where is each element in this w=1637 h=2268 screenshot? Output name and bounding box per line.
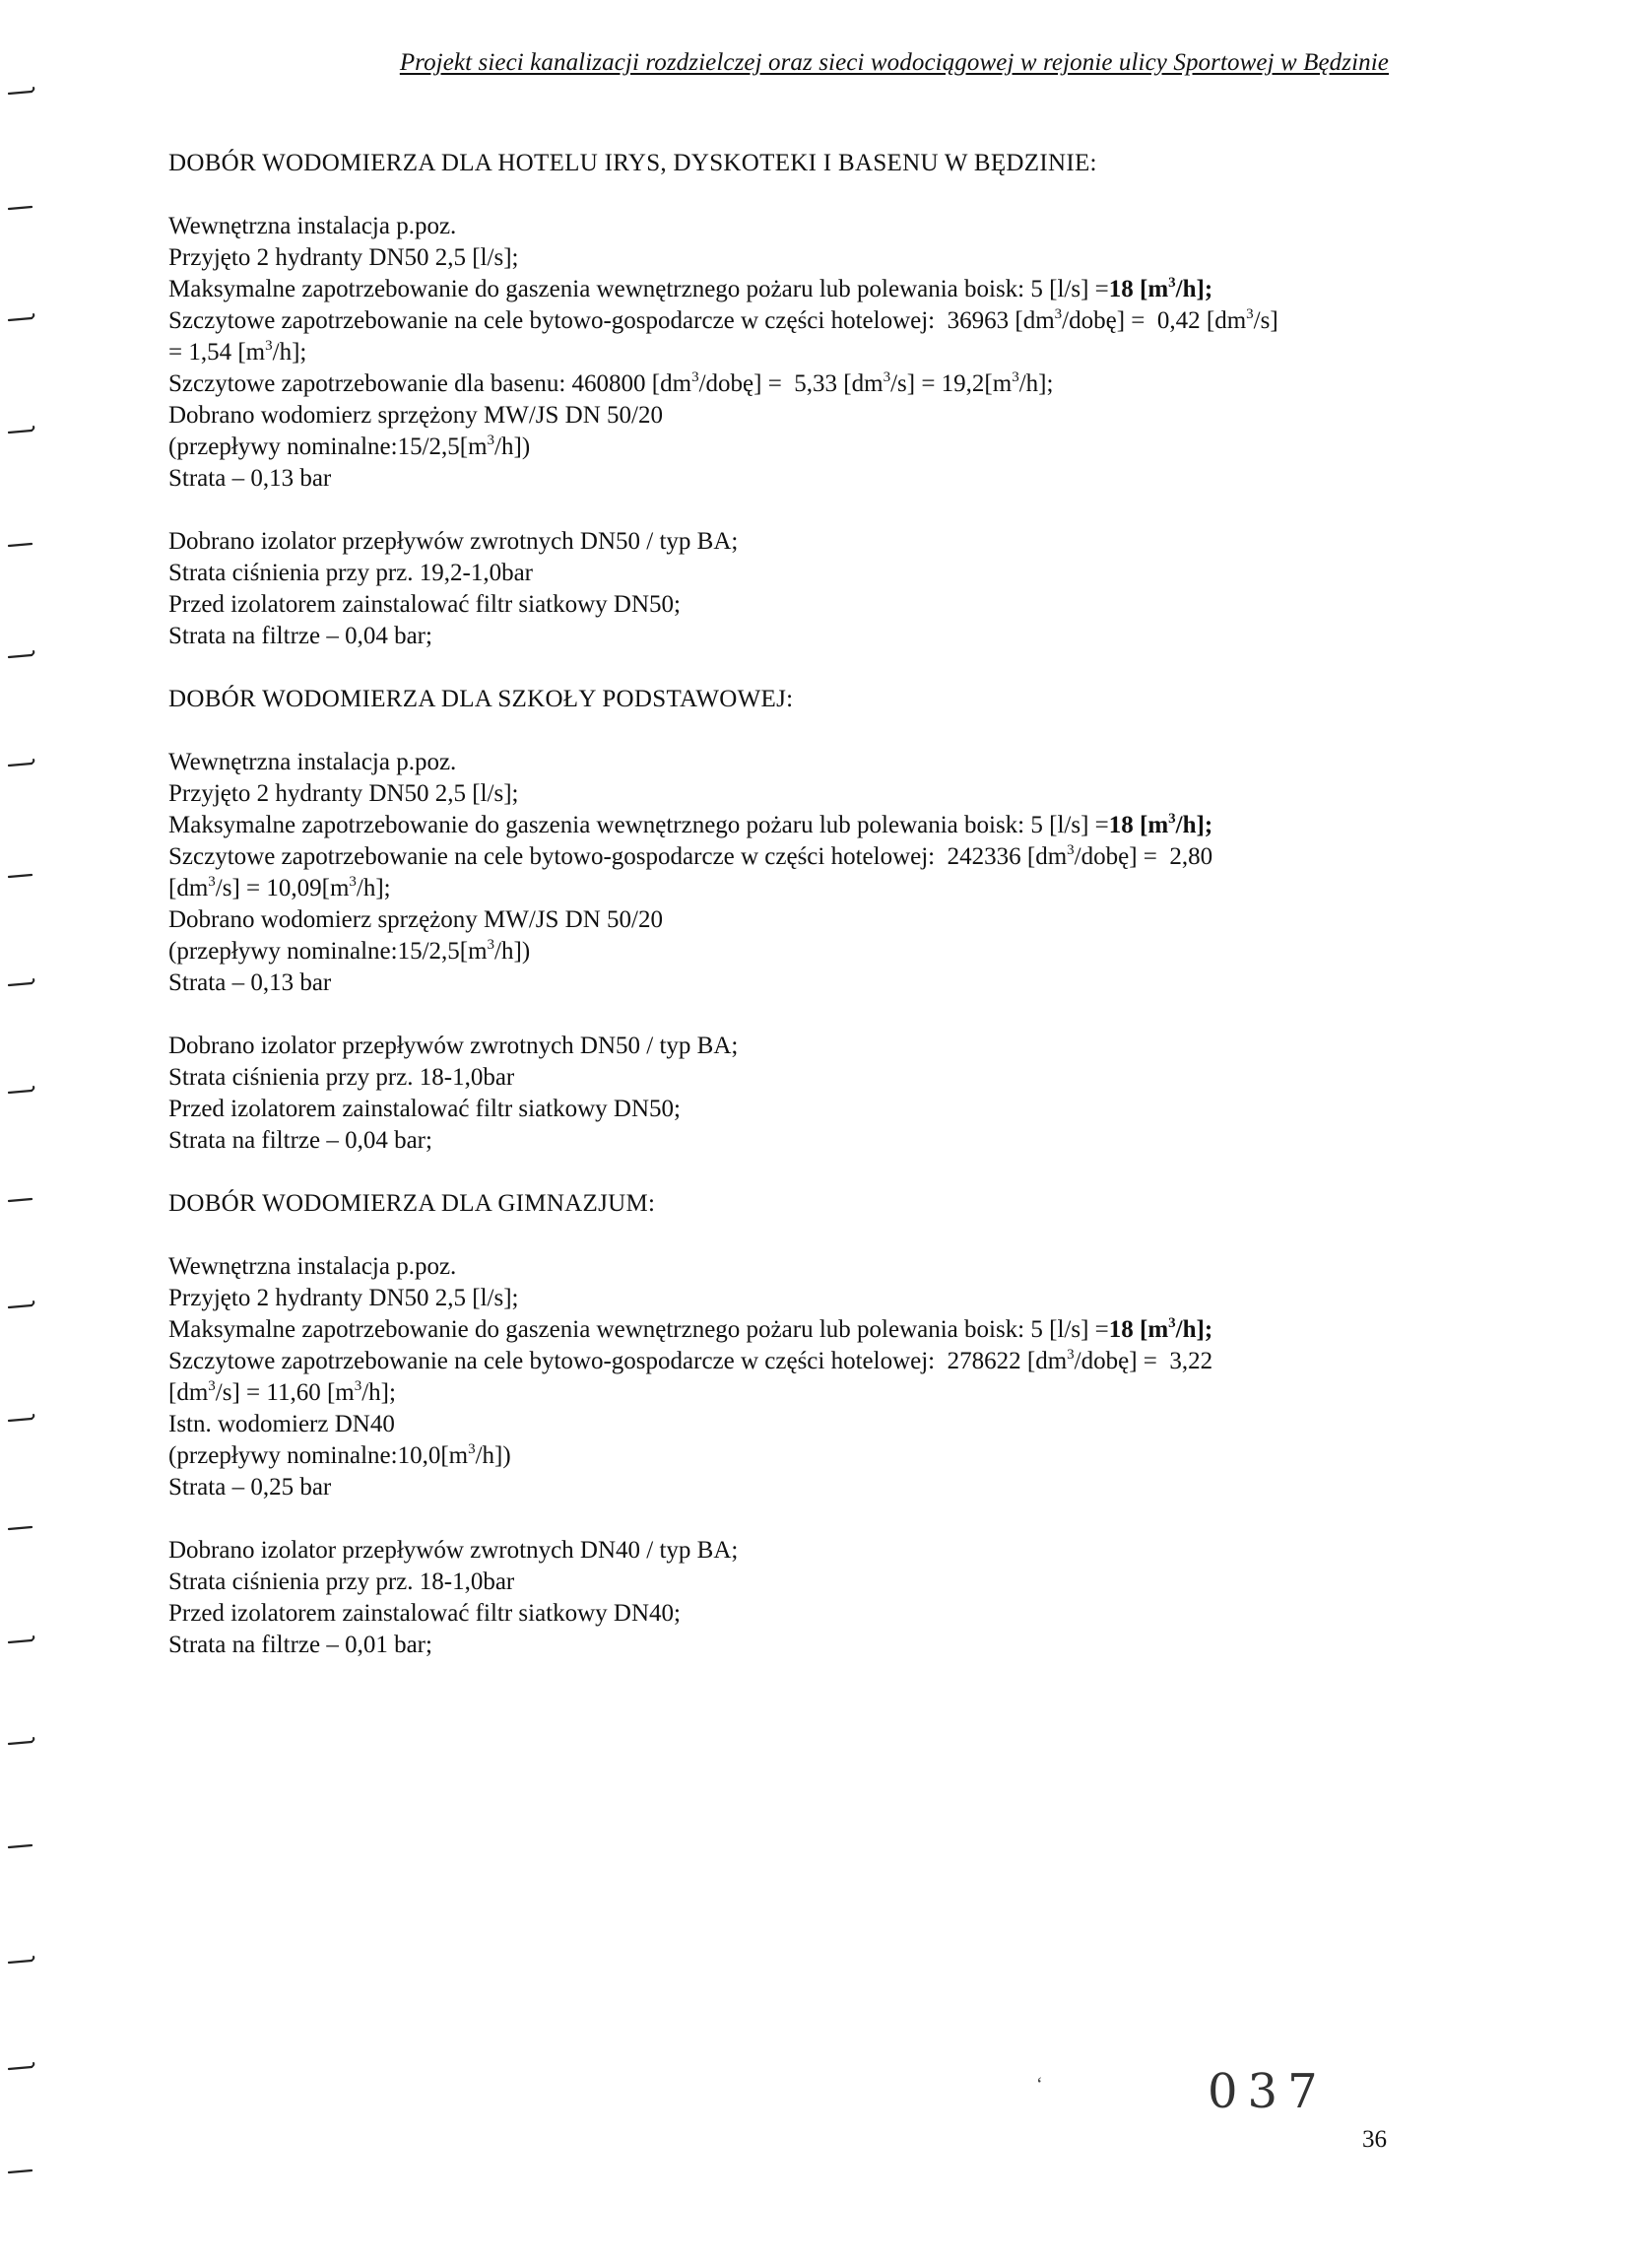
text-line: Dobrano izolator przepływów zwrotnych DN50 / typ BA; <box>168 528 739 555</box>
section-hotel-irys <box>168 148 1390 652</box>
text-line: Szczytowe zapotrzebowanie na cele bytowo-gospodarcze w części hotelowej: 242336 $[dm^3/dobę] = 2,80$ <box>168 841 1213 870</box>
text-line: Strata ciśnienia przy prz. 18-1,0bar <box>168 1064 515 1091</box>
section-title: DOBÓR WODOMIERZA DLA SZKOŁY PODSTAWOWEJ: <box>168 686 794 712</box>
text-line: Wewnętrzna instalacja p.poz. <box>168 749 457 775</box>
binder-mark <box>8 87 35 97</box>
text-line: Szczytowe zapotrzebowanie na cele bytowo-gospodarcze w części hotelowej: 36963 $[dm^3/dobę] = 0,42$ $[dm^3/s]$ <box>168 305 1278 334</box>
text-line: Wewnętrzna instalacja p.poz. <box>168 1253 457 1280</box>
binder-mark <box>8 1522 35 1532</box>
text-line: Przed izolatorem zainstalować filtr siatkowy DN40; <box>168 1600 681 1627</box>
text-line: Strata – 0,13 bar <box>168 465 332 492</box>
binder-mark <box>8 1086 35 1096</box>
section-isolator-block <box>168 1031 1390 1157</box>
text-line: Maksymalne zapotrzebowanie do gaszenia wewnętrznego pożaru lub polewania boisk: 5 [l/s] =18 $[m^3/h]$; <box>168 1314 1213 1343</box>
binder-mark <box>8 1956 35 1966</box>
scan-speck: ʻ <box>1036 2074 1043 2096</box>
section-calc-block <box>168 747 1390 999</box>
section-title: DOBÓR WODOMIERZA DLA HOTELU IRYS, DYSKOTEKI I BASENU W BĘDZINIE: <box>168 150 1097 176</box>
page-number: 36 <box>1362 2126 1387 2153</box>
binder-mark <box>8 1635 35 1645</box>
text-line: Przed izolatorem zainstalować filtr siatkowy DN50; <box>168 591 681 618</box>
text-line: Maksymalne zapotrzebowanie do gaszenia wewnętrznego pożaru lub polewania boisk: 5 [l/s] =18 $[m^3/h]$; <box>168 810 1213 838</box>
text-line: (przepływy $nominalne:10,0[m^3/h]$) <box>168 1440 511 1469</box>
page-header: Projekt sieci kanalizacji rozdzielczej oraz sieci wodociągowej w rejonie ulicy Sportowej w Będzinie <box>399 49 1389 76</box>
text-line: Strata ciśnienia przy prz. 18-1,0bar <box>168 1568 515 1595</box>
text-line: $[dm^3/s] = 11,60$ $[m^3/h]$; <box>168 1377 396 1406</box>
binder-mark <box>8 1737 35 1747</box>
text-line: Dobrano wodomierz sprzężony MW/JS DN 50/20 <box>168 906 663 933</box>
binder-mark <box>8 426 35 435</box>
binder-mark <box>8 539 35 549</box>
binder-mark <box>8 978 35 988</box>
text-line: Strata na filtrze – 0,04 bar; <box>168 1127 432 1154</box>
text-line: Przyjęto 2 hydranty DN50 2,5 [l/s]; <box>168 1285 519 1311</box>
text-line: Przyjęto 2 hydranty DN50 2,5 [l/s]; <box>168 244 519 271</box>
section-szkola-podstawowa <box>168 684 1390 1157</box>
text-line: Strata – 0,13 bar <box>168 969 332 996</box>
text-line: Strata ciśnienia przy prz. 19,2-1,0bar <box>168 560 534 586</box>
text-line: Szczytowe zapotrzebowanie dla basenu: 460800 $[dm^3/dobę] = 5,33$ $[dm^3/s] = 19,2[m^3/h]$; <box>168 368 1054 397</box>
binder-margin-marks <box>0 0 59 2268</box>
binder-mark <box>8 2166 35 2175</box>
binder-mark <box>8 1301 35 1310</box>
binder-mark <box>8 202 35 212</box>
text-line: Wewnętrzna instalacja p.poz. <box>168 213 457 239</box>
text-line: Przed izolatorem zainstalować filtr siatkowy DN50; <box>168 1096 681 1122</box>
stamp-number: 037 <box>1208 2064 1328 2119</box>
section-calc-block <box>168 1251 1390 1503</box>
section-calc-block <box>168 211 1390 495</box>
section-isolator-block <box>168 526 1390 652</box>
text-line: Maksymalne zapotrzebowanie do gaszenia wewnętrznego pożaru lub polewania boisk: 5 [l/s] =18 $[m^3/h]$; <box>168 274 1213 302</box>
binder-mark <box>8 870 35 880</box>
text-line: = 1,54 $[m^3/h]$; <box>168 337 307 366</box>
document-body <box>168 148 1390 1693</box>
section-isolator-block <box>168 1535 1390 1661</box>
binder-mark <box>8 1414 35 1424</box>
text-line: Strata na filtrze – 0,04 bar; <box>168 623 432 649</box>
section-gimnazjum <box>168 1188 1390 1661</box>
text-line: (przepływy $nominalne:15/2,5[m^3/h]$) <box>168 432 531 460</box>
binder-mark <box>8 1194 35 1204</box>
text-line: Szczytowe zapotrzebowanie na cele bytowo-gospodarcze w części hotelowej: 278622 $[dm^3/dobę] = 3,22$ <box>168 1346 1213 1374</box>
binder-mark <box>8 759 35 768</box>
binder-mark <box>8 2062 35 2072</box>
text-line: $[dm^3/s] = 10,09[m^3/h]$; <box>168 873 391 901</box>
binder-mark <box>8 650 35 660</box>
binder-mark <box>8 1840 35 1850</box>
text-line: Strata na filtrze – 0,01 bar; <box>168 1632 432 1658</box>
text-line: Dobrano wodomierz sprzężony MW/JS DN 50/20 <box>168 402 663 429</box>
text-line: Dobrano izolator przepływów zwrotnych DN40 / typ BA; <box>168 1537 739 1564</box>
text-line: (przepływy $nominalne:15/2,5[m^3/h]$) <box>168 936 531 965</box>
text-line: Istn. wodomierz DN40 <box>168 1411 395 1437</box>
binder-mark <box>8 313 35 323</box>
section-title: DOBÓR WODOMIERZA DLA GIMNAZJUM: <box>168 1190 656 1217</box>
text-line: Przyjęto 2 hydranty DN50 2,5 [l/s]; <box>168 780 519 807</box>
text-line: Dobrano izolator przepływów zwrotnych DN50 / typ BA; <box>168 1033 739 1059</box>
text-line: Strata – 0,25 bar <box>168 1474 332 1501</box>
